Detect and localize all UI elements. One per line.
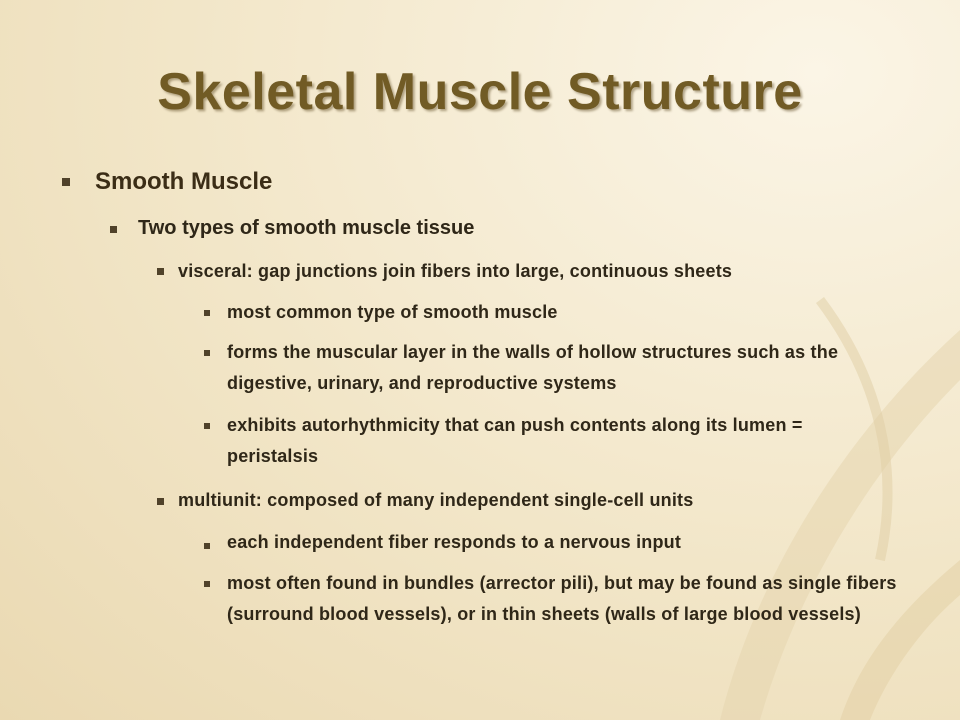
multiunit-point-1: each independent fiber responds to a nervous input <box>227 532 682 552</box>
visceral-point-1: most common type of smooth muscle <box>227 302 558 322</box>
visceral-point-3: exhibits autorhythmicity that can push contents along its lumen = peristalsis <box>227 415 803 466</box>
bullet-icon <box>204 543 210 549</box>
visceral-point-2: forms the muscular layer in the walls of hollow structures such as the digestive, urinary, and reproductive systems <box>227 342 839 393</box>
bullet-icon <box>157 268 164 275</box>
level1-heading: Smooth Muscle <box>95 168 273 195</box>
level2-heading: Two types of smooth muscle tissue <box>138 217 475 239</box>
bullet-icon <box>204 423 210 429</box>
bullet-icon <box>157 498 164 505</box>
bullet-icon <box>204 581 210 587</box>
bullet-icon <box>110 226 117 233</box>
bullet-icon <box>204 310 210 316</box>
multiunit-point-2: most often found in bundles (arrector pili), but may be found as single fibers (surround blood vessels), or in thin sheets (walls of large blood vessels) <box>227 573 897 624</box>
visceral-item: visceral: gap junctions join fibers into large, continuous sheets <box>178 261 733 281</box>
bullet-icon <box>204 350 210 356</box>
multiunit-item: multiunit: composed of many independent single-cell units <box>178 490 694 510</box>
slide-title: Skeletal Muscle Structure <box>157 63 803 121</box>
bullet-icon <box>62 178 70 186</box>
